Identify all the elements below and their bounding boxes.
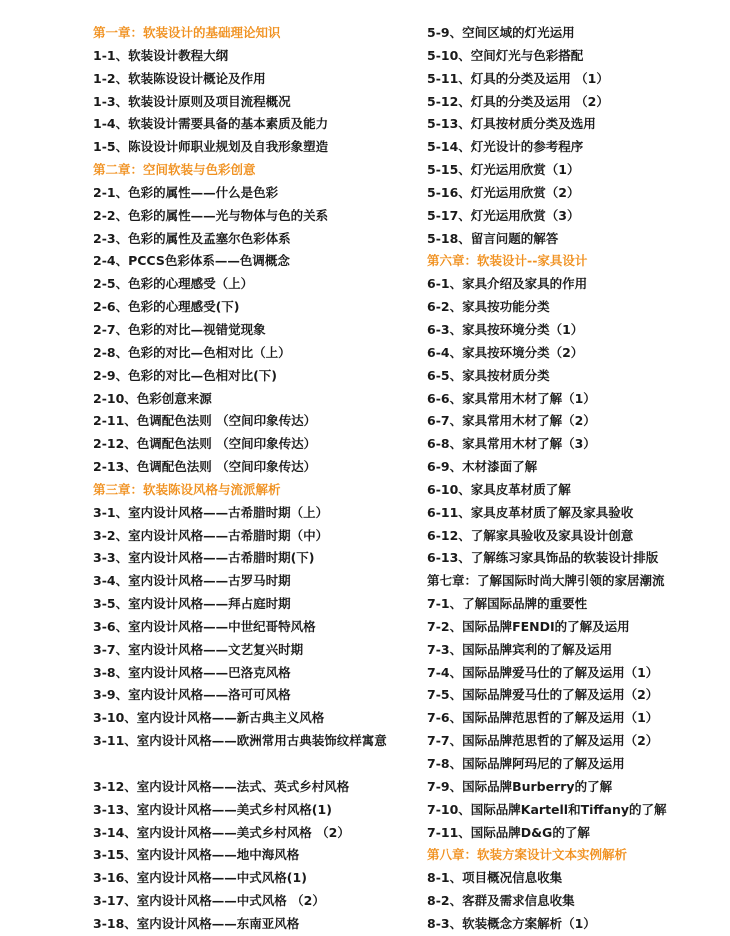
toc-item-1-4: 1-4、软装设计需要具备的基本素质及能力 xyxy=(93,116,329,132)
toc-item-6-11: 6-11、家具皮革材质了解及家具验收 xyxy=(427,504,634,520)
toc-item-6-12: 6-12、了解家具验收及家具设计创意 xyxy=(427,527,634,543)
toc-item-6-10: 6-10、家具皮革材质了解 xyxy=(427,481,571,497)
toc-item-7-4: 7-4、国际品牌爱马仕的了解及运用（1） xyxy=(427,664,659,680)
toc-item-3-14: 3-14、室内设计风格——美式乡村风格 （2） xyxy=(93,824,350,840)
toc-item-3-11: 3-11、室内设计风格——欧洲常用古典装饰纹样寓意 xyxy=(93,733,387,749)
toc-item-5-11: 5-11、灯具的分类及运用 （1） xyxy=(427,70,609,86)
toc-item-5-18: 5-18、留言问题的解答 xyxy=(427,230,559,246)
toc-item-2-8: 2-8、色彩的对比—色相对比（上） xyxy=(93,344,291,360)
toc-item-6-6: 6-6、家具常用木材了解（1） xyxy=(427,390,596,406)
toc-item-3-15: 3-15、室内设计风格——地中海风格 xyxy=(93,847,300,863)
toc-item-2-4: 2-4、PCCS色彩体系——色调概念 xyxy=(93,253,290,269)
toc-item-2-1: 2-1、色彩的属性——什么是色彩 xyxy=(93,184,279,200)
toc-item-2-12: 2-12、色调配色法则 （空间印象传达） xyxy=(93,436,317,452)
toc-item-7-5: 7-5、国际品牌爱马仕的了解及运用（2） xyxy=(427,687,659,703)
chapter-heading: 第六章：软装设计--家具设计 xyxy=(427,253,588,269)
toc-item-5-17: 5-17、灯光运用欣赏（3） xyxy=(427,207,580,223)
toc-item-6-1: 6-1、家具介绍及家具的作用 xyxy=(427,276,588,292)
toc-item-6-8: 6-8、家具常用木材了解（3） xyxy=(427,436,596,452)
toc-item-5-14: 5-14、灯光设计的参考程序 xyxy=(427,139,584,155)
chapter-heading: 第一章：软装设计的基础理论知识 xyxy=(93,25,281,40)
toc-item-7-10: 7-10、国际品牌Kartell和Tiffany的了解 xyxy=(427,801,667,817)
toc-item-7-1: 7-1、了解国际品牌的重要性 xyxy=(427,596,588,612)
toc-item-7-8: 7-8、国际品牌阿玛尼的了解及运用 xyxy=(427,756,625,771)
toc-item-2-13: 2-13、色调配色法则 （空间印象传达） xyxy=(93,459,317,475)
toc-item-2-10: 2-10、色彩创意来源 xyxy=(93,390,212,406)
toc-item-3-6: 3-6、室内设计风格——中世纪哥特风格 xyxy=(93,618,316,634)
toc-item-1-2: 1-2、软装陈设设计概论及作用 xyxy=(93,70,266,86)
chapter-heading: 第三章：软装陈设风格与流派解析 xyxy=(93,481,281,497)
toc-item-6-5: 6-5、家具按材质分类 xyxy=(427,367,550,383)
toc-item-7-2: 7-2、国际品牌FENDI的了解及运用 xyxy=(427,618,630,634)
toc-item-3-16: 3-16、室内设计风格——中式风格(1) xyxy=(93,870,307,886)
toc-right-column xyxy=(427,22,727,936)
toc-item-5-15: 5-15、灯光运用欣赏（1） xyxy=(427,162,580,178)
toc-item-3-9: 3-9、室内设计风格——洛可可风格 xyxy=(93,687,291,703)
toc-item-3-13: 3-13、室内设计风格——美式乡村风格(1) xyxy=(93,801,332,817)
toc-item-5-13: 5-13、灯具按材质分类及选用 xyxy=(427,116,596,132)
toc-item-1-5: 1-5、陈设设计师职业规划及自我形象塑造 xyxy=(93,139,329,155)
toc-item-7-6: 7-6、国际品牌范思哲的了解及运用（1） xyxy=(427,710,659,726)
toc-item-5-12: 5-12、灯具的分类及运用 （2） xyxy=(427,93,609,109)
chapter-heading: 第二章：空间软装与色彩创意 xyxy=(93,162,256,178)
toc-item-5-16: 5-16、灯光运用欣赏（2） xyxy=(427,184,580,200)
toc-item-6-7: 6-7、家具常用木材了解（2） xyxy=(427,413,596,429)
chapter-heading: 第七章：了解国际时尚大牌引领的家居潮流 xyxy=(427,573,665,589)
toc-item-6-4: 6-4、家具按环境分类（2） xyxy=(427,344,584,360)
toc-item-3-1: 3-1、室内设计风格——古希腊时期（上） xyxy=(93,504,329,520)
toc-item-2-2: 2-2、色彩的属性——光与物体与色的关系 xyxy=(93,207,329,223)
toc-item-6-3: 6-3、家具按环境分类（1） xyxy=(427,321,584,337)
toc-item-3-8: 3-8、室内设计风格——巴洛克风格 xyxy=(93,664,291,680)
toc-item-3-2: 3-2、室内设计风格——古希腊时期（中） xyxy=(93,527,329,543)
toc-item-8-3: 8-3、软装概念方案解析（1） xyxy=(427,915,596,931)
toc-item-3-5: 3-5、室内设计风格——拜占庭时期 xyxy=(93,596,291,612)
toc-item-3-18: 3-18、室内设计风格——东南亚风格 xyxy=(93,915,300,931)
toc-item-7-11: 7-11、国际品牌D&G的了解 xyxy=(427,824,590,840)
toc-item-3-12: 3-12、室内设计风格——法式、英式乡村风格 xyxy=(93,778,350,794)
toc-item-3-10: 3-10、室内设计风格——新古典主义风格 xyxy=(93,710,325,726)
toc-item-7-3: 7-3、国际品牌宾利的了解及运用 xyxy=(427,641,613,657)
toc-item-6-2: 6-2、家具按功能分类 xyxy=(427,299,550,315)
toc-item-6-9: 6-9、木材漆面了解 xyxy=(427,459,538,475)
toc-item-3-17: 3-17、室内设计风格——中式风格 （2） xyxy=(93,893,325,909)
toc-item-3-7: 3-7、室内设计风格——文艺复兴时期 xyxy=(93,641,304,657)
toc-item-7-9: 7-9、国际品牌Burberry的了解 xyxy=(427,778,613,794)
toc-item-3-3: 3-3、室内设计风格——古希腊时期(下) xyxy=(93,550,315,566)
toc-left-column xyxy=(93,22,393,936)
toc-item-2-3: 2-3、色彩的属性及孟塞尔色彩体系 xyxy=(93,230,291,246)
toc-item-3-4: 3-4、室内设计风格——古罗马时期 xyxy=(93,573,291,589)
toc-item-2-7: 2-7、色彩的对比—视错觉现象 xyxy=(93,321,266,337)
toc-item-2-5: 2-5、色彩的心理感受（上） xyxy=(93,276,254,292)
toc-item-1-1: 1-1、软装设计教程大纲 xyxy=(93,47,229,63)
toc-item-2-9: 2-9、色彩的对比—色相对比(下) xyxy=(93,367,278,383)
toc-item-5-10: 5-10、空间灯光与色彩搭配 xyxy=(427,47,584,63)
toc-item-8-1: 8-1、项目概况信息收集 xyxy=(427,870,563,886)
toc-item-2-11: 2-11、色调配色法则 （空间印象传达） xyxy=(93,413,317,429)
toc-item-8-2: 8-2、客群及需求信息收集 xyxy=(427,893,575,909)
toc-item-5-9: 5-9、空间区域的灯光运用 xyxy=(427,25,575,40)
toc-item-6-13: 6-13、了解练习家具饰品的软装设计排版 xyxy=(427,550,659,566)
chapter-heading: 第八章：软装方案设计文本实例解析 xyxy=(427,847,628,863)
toc-item-1-3: 1-3、软装设计原则及项目流程概况 xyxy=(93,93,291,109)
toc-item-2-6: 2-6、色彩的心理感受(下) xyxy=(93,299,240,315)
toc-item-7-7: 7-7、国际品牌范思哲的了解及运用（2） xyxy=(427,733,659,749)
